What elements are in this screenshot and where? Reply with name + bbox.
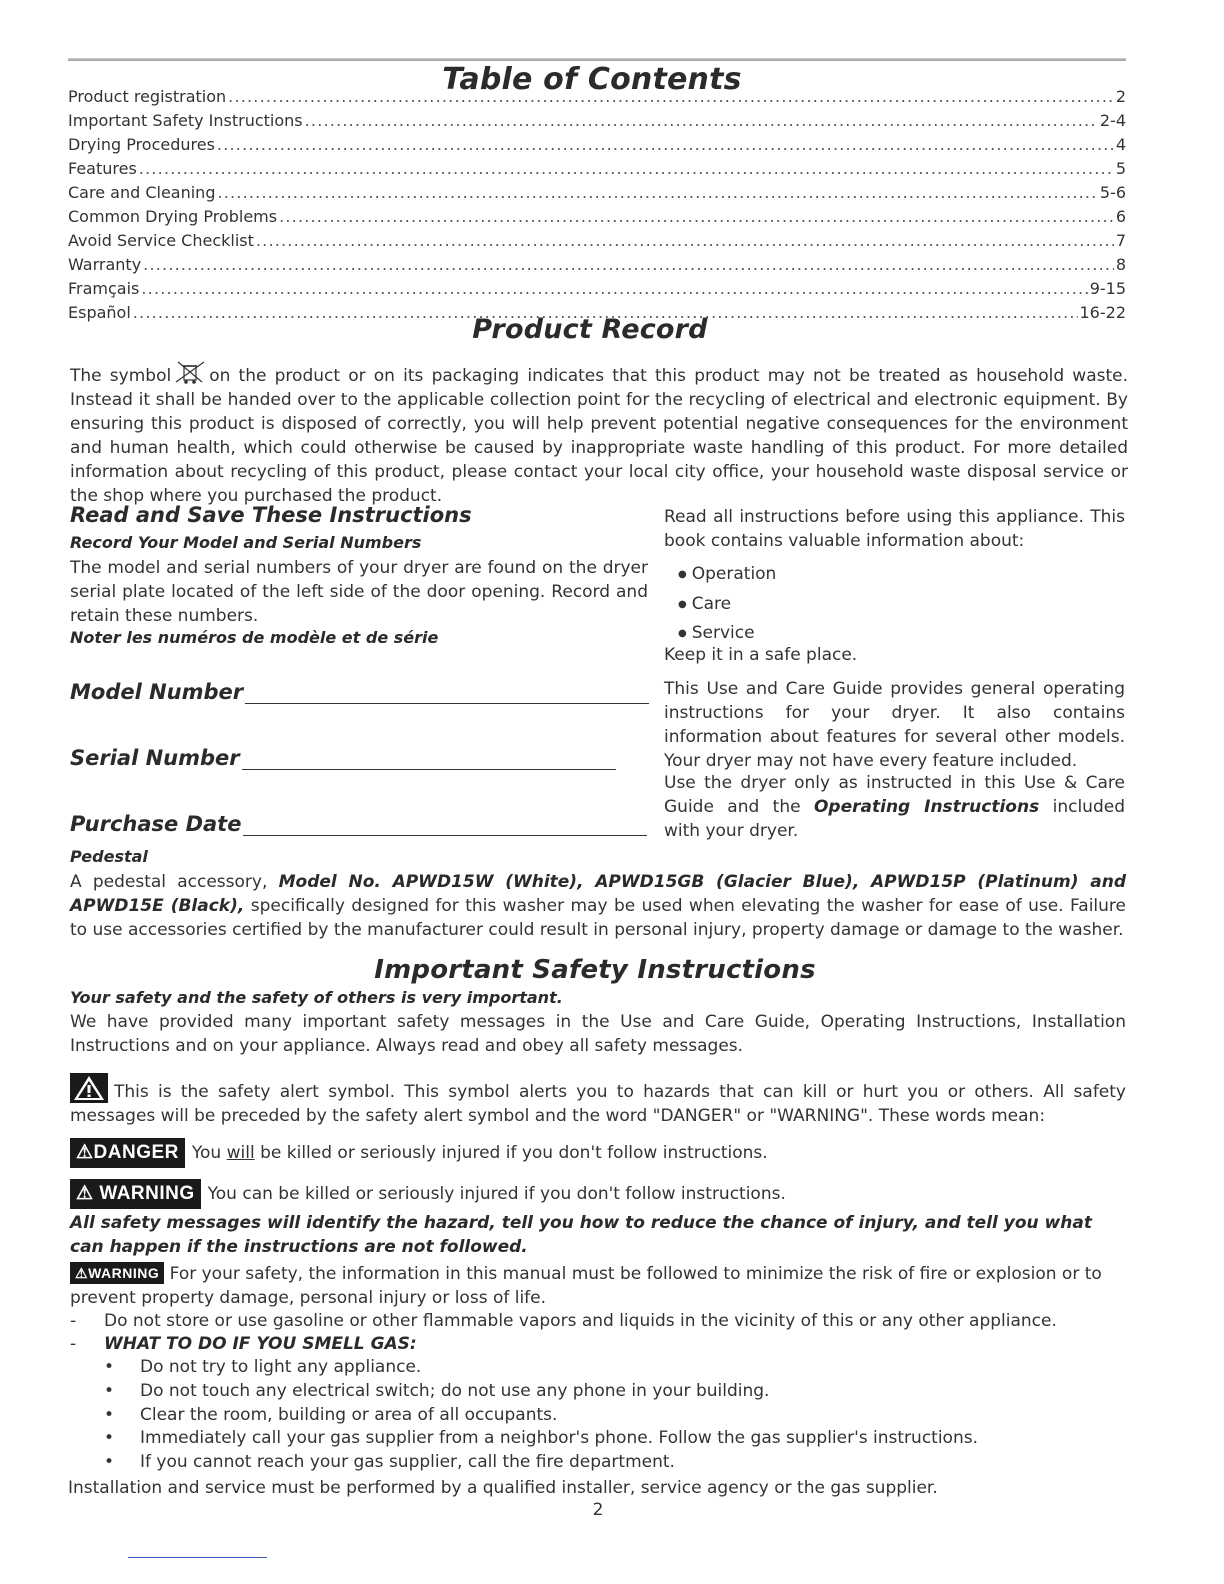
weee-text-pre: The symbol: [70, 366, 172, 386]
read-instructions-text: Read all instructions before using this appliance. This book contains valuable information about:: [664, 507, 1125, 551]
toc-label: Product registration: [68, 87, 227, 106]
toc-page: 16-22: [1079, 303, 1126, 322]
toc-label: Framçais: [68, 279, 140, 298]
purchase-date-line[interactable]: [243, 815, 647, 836]
bottom-link-underline[interactable]: [128, 1557, 267, 1558]
serial-number-field[interactable]: [70, 746, 616, 770]
purchase-date-label: Purchase Date: [70, 812, 242, 836]
bullet-marker: •: [104, 1357, 115, 1377]
toc-row[interactable]: [68, 205, 1126, 229]
gas-step: Immediately call your gas supplier from a neighbor's phone. Follow the gas supplier's instructions.: [140, 1428, 978, 1449]
danger-badge-label: DANGER: [93, 1142, 179, 1163]
book-topics-list: [678, 560, 776, 649]
alert-symbol-paragraph: [70, 1073, 1126, 1128]
bullet-marker: •: [104, 1428, 115, 1449]
read-save-heading: Read and Save These Instructions: [70, 503, 472, 527]
list-item: [104, 1451, 978, 1475]
use-dryer-text: [664, 771, 1125, 843]
warning-triangle-icon: ⚠: [76, 1183, 100, 1204]
toc-page: 5-6: [1099, 183, 1126, 202]
your-safety-heading: Your safety and the safety of others is very important.: [70, 988, 563, 1007]
pedestal-models: Model No. APWD15W (White), APWD15GB (Glacier Blue), APWD15P (Platinum) and APWD15E (Black),: [70, 872, 1126, 916]
page-number: 2: [592, 1500, 604, 1520]
toc-row[interactable]: [68, 157, 1126, 181]
toc-leader: [141, 277, 1087, 301]
toc-leader: [217, 181, 1097, 205]
toc-page: 5: [1115, 159, 1126, 178]
toc-label: Care and Cleaning: [68, 183, 216, 202]
list-item: ● Service: [678, 619, 776, 649]
safety-alert-triangle-icon: [70, 1073, 108, 1103]
safety-intro-text: We have provided many important safety messages in the Use and Care Guide, Operating Instructions, Installation Instructions and on your appliance. Always read and obey all safety messages.: [70, 1012, 1126, 1056]
pedestal-post: specifically designed for this washer may be used when elevating the washer for ease of use. Failure to use accessories certified by the manufacturer could result in personal injury, property damage or damage to the washer.: [70, 896, 1126, 940]
gasoline-warning-text: Do not store or use gasoline or other flammable vapors and liquids in the vicinity of this or any other appliance.: [104, 1311, 1057, 1331]
product-record-title: Product Record: [472, 314, 708, 345]
toc-leader: [217, 133, 1114, 157]
pedestal-pre: A pedestal accessory,: [70, 872, 279, 892]
record-numbers-text: The model and serial numbers of your dryer are found on the dryer serial plate located of the left side of the door opening. Record and retain these numbers.: [70, 558, 648, 626]
bullet-marker: •: [104, 1404, 115, 1425]
weee-text: on the product or on its packaging indicates that this product may not be treated as household waste. Instead it shall be handed over to the applicable collection point for the recycling of electrical and electronic equipment. By ensuring this product is disposed of correctly, you will help prevent potential negative consequences for the environment and human health, which could otherwise be caused by inappropriate waste handling of this product. For more detailed information about recycling of this product, please contact your local city office, your household waste disposal service or the shop where you purchased the product.: [70, 366, 1128, 506]
fys-warning-badge: [70, 1262, 164, 1284]
model-number-line[interactable]: [245, 683, 649, 704]
toc-title: Table of Contents: [442, 62, 742, 97]
operating-instructions-ref: Operating Instructions: [813, 797, 1040, 817]
toc-page: 6: [1115, 207, 1126, 226]
weee-disposal-paragraph: [70, 360, 1128, 508]
toc-row[interactable]: [68, 85, 1126, 109]
gas-steps-list: [104, 1356, 978, 1475]
toc-label: Avoid Service Checklist: [68, 231, 254, 250]
warning-triangle-icon: ⚠: [75, 1265, 89, 1281]
pedestal-heading: Pedestal: [70, 847, 148, 866]
toc-page: 7: [1115, 231, 1126, 250]
warning-text: You can be killed or seriously injured if you don't follow instructions.: [207, 1184, 786, 1204]
toc-leader: [279, 205, 1114, 229]
bullet-marker: •: [104, 1380, 115, 1401]
list-item: ● Operation: [678, 560, 776, 590]
toc-leader: [305, 109, 1098, 133]
dash-marker: -: [70, 1311, 77, 1331]
bullet-marker: •: [104, 1452, 115, 1473]
table-of-contents: [68, 85, 1126, 325]
model-number-field[interactable]: [70, 680, 649, 704]
use-dryer-pre: Use the dryer only as instructed in this Use & Care Guide and the: [664, 773, 1125, 817]
toc-page: 4: [1115, 135, 1126, 154]
danger-text: [192, 1143, 768, 1163]
fys-text: For your safety, the information in this manual must be followed to minimize the risk of fire or explosion or to prevent property damage, personal injury or loss of life.: [70, 1264, 1102, 1308]
toc-page: 8: [1115, 255, 1126, 274]
noter-heading: Noter les numéros de modèle et de série: [70, 628, 439, 647]
toc-row[interactable]: [68, 277, 1126, 301]
toc-page: 2: [1115, 87, 1126, 106]
model-number-label: Model Number: [70, 680, 244, 704]
toc-row[interactable]: [68, 229, 1126, 253]
top-rule: [68, 58, 1126, 61]
dash-marker: -: [70, 1334, 77, 1354]
installation-service-text: Installation and service must be performed by a qualified installer, service agency or the gas supplier.: [68, 1478, 938, 1498]
danger-pre: You: [191, 1143, 227, 1163]
list-item: [70, 1332, 417, 1356]
serial-number-label: Serial Number: [70, 746, 240, 770]
toc-label: Common Drying Problems: [68, 207, 278, 226]
pedestal-paragraph: [70, 870, 1126, 942]
gas-step: If you cannot reach your gas supplier, call the fire department.: [140, 1452, 675, 1473]
use-care-guide-text: This Use and Care Guide provides general operating instructions for your dryer. It also contains information about features for several other models. Your dryer may not have every feature included.: [664, 679, 1125, 771]
warning-triangle-icon: ⚠: [76, 1142, 94, 1163]
toc-leader: [256, 229, 1114, 253]
record-numbers-heading: Record Your Model and Serial Numbers: [70, 533, 422, 552]
serial-number-line[interactable]: [242, 749, 616, 770]
warning-badge: [70, 1179, 201, 1209]
toc-leader: [228, 85, 1114, 109]
danger-badge: [70, 1138, 185, 1168]
toc-label: Features: [68, 159, 137, 178]
toc-label: Español: [68, 303, 131, 322]
list-item: ● Care: [678, 590, 776, 620]
toc-page: 2-4: [1099, 111, 1126, 130]
gas-step: Do not try to light any appliance.: [140, 1357, 422, 1377]
fys-badge-label: WARNING: [88, 1265, 160, 1281]
purchase-date-field[interactable]: [70, 812, 647, 836]
toc-row[interactable]: [68, 133, 1126, 157]
safety-title: Important Safety Instructions: [374, 955, 816, 985]
list-item: [104, 1427, 978, 1451]
toc-row[interactable]: [68, 109, 1126, 133]
smell-gas-heading: WHAT TO DO IF YOU SMELL GAS:: [104, 1334, 417, 1354]
warning-badge-label: WARNING: [99, 1183, 195, 1204]
toc-page: 9-15: [1089, 279, 1126, 298]
toc-label: Drying Procedures: [68, 135, 215, 154]
danger-post: be killed or seriously injured if you don't follow instructions.: [254, 1143, 768, 1163]
toc-row[interactable]: [68, 181, 1126, 205]
crossed-out-wheelie-bin-icon: [174, 360, 206, 386]
toc-leader: [139, 157, 1114, 181]
all-safety-messages-heading: All safety messages will identify the hazard, tell you how to reduce the chance of injury, and tell you what can happen if the instructions are not followed.: [70, 1213, 1092, 1257]
gas-step: Clear the room, building or area of all occupants.: [140, 1404, 558, 1425]
warning-row: [70, 1179, 786, 1209]
toc-label: Warranty: [68, 255, 142, 274]
gas-step: Do not touch any electrical switch; do not use any phone in your building.: [140, 1380, 770, 1401]
toc-label: Important Safety Instructions: [68, 111, 303, 130]
list-item: [104, 1356, 978, 1380]
toc-row[interactable]: [68, 253, 1126, 277]
list-item: [70, 1309, 1057, 1333]
danger-will: will: [226, 1143, 255, 1163]
list-item: [104, 1404, 978, 1428]
for-your-safety-paragraph: [70, 1262, 1126, 1310]
list-item: [104, 1380, 978, 1404]
use-dryer-post: included with your dryer.: [664, 797, 1125, 841]
alert-symbol-text: This is the safety alert symbol. This symbol alerts you to hazards that can kill or hurt you or others. All safety messages will be preceded by the safety alert symbol and the word "DANGER" or "WARNING". These words mean:: [70, 1082, 1126, 1126]
keep-safe-text: Keep it in a safe place.: [664, 645, 858, 665]
toc-leader: [143, 253, 1114, 277]
danger-row: [70, 1138, 768, 1168]
